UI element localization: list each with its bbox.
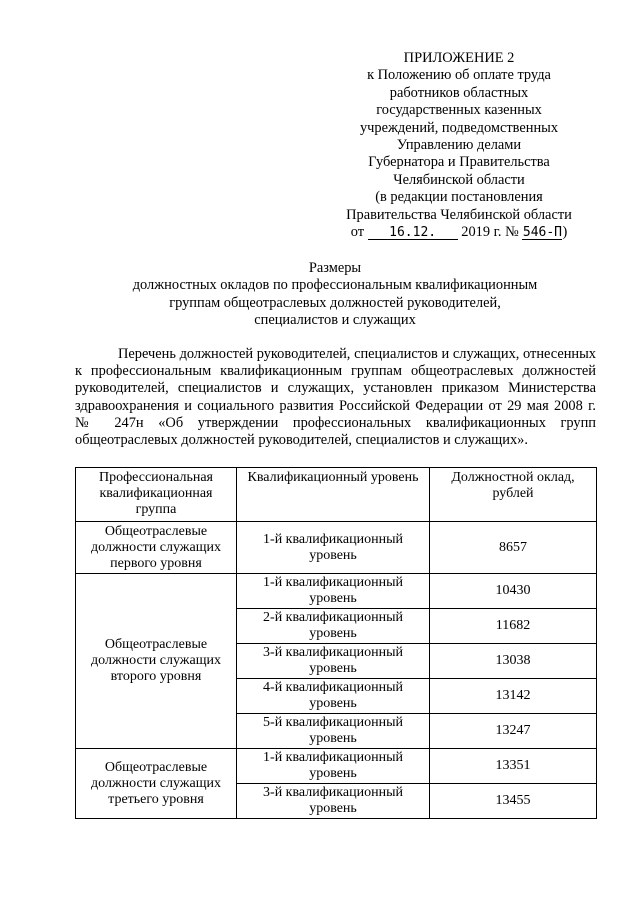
level-cell: 3-й квалификационный уровень [237, 784, 430, 819]
level-cell: 3-й квалификационный уровень [237, 644, 430, 679]
salary-cell: 13142 [430, 679, 597, 714]
title-line: должностных окладов по профессиональным квалификационным [132, 277, 538, 294]
table-row [76, 522, 597, 574]
level-cell: 1-й квалификационный уровень [237, 522, 430, 574]
appendix-line: учреждений, подведомственных [359, 119, 559, 136]
salary-cell: 11682 [430, 609, 597, 644]
intro-paragraph: Перечень должностей руководителей, специалистов и служащих, отнесенных к профессиональным квалификационным группам общеотраслевых должностей руководителей, специалистов и служащих, установлен приказом Министерства здравоохранения и социального развития Российской Федерации от 29 мая 2008 г. № 247н «Об утверждении профессиональных квалификационных групп общеотраслевых должностей руководителей, специалистов и служащих». [75, 346, 596, 449]
appendix-line: Губернатора и Правительства [368, 154, 550, 171]
appendix-heading: ПРИЛОЖЕНИЕ 2 [403, 50, 515, 66]
table-row [76, 749, 597, 784]
salary-cell: 13351 [430, 749, 597, 784]
appendix-line: Правительства Челябинской области [346, 206, 572, 223]
appendix-line: работников областных [389, 84, 529, 101]
header-salary: Должностной оклад, рублей [430, 468, 597, 522]
group-name-cell: Общеотраслевые должности служащих третьего уровня [76, 749, 237, 819]
header-level: Квалификационный уровень [237, 468, 430, 522]
level-cell: 4-й квалификационный уровень [237, 679, 430, 714]
level-cell: 5-й квалификационный уровень [237, 714, 430, 749]
salary-cell: 13247 [430, 714, 597, 749]
appendix-line: (в редакции постановления [375, 189, 543, 206]
table-header-row [76, 468, 597, 522]
group-name-cell: Общеотраслевые должности служащих второго уровня [76, 574, 237, 749]
salary-table [75, 467, 597, 819]
appendix-line: государственных казенных [376, 102, 542, 119]
level-cell: 1-й квалификационный уровень [237, 574, 430, 609]
salary-cell: 10430 [430, 574, 597, 609]
resolution-date: 16.12. [368, 226, 458, 240]
appendix-line: Челябинской области [393, 171, 525, 188]
salary-cell: 13038 [430, 644, 597, 679]
appendix-line: к Положению об оплате труда [367, 67, 551, 84]
resolution-number: 546-П [522, 225, 563, 241]
level-cell: 2-й квалификационный уровень [237, 609, 430, 644]
resolution-suffix: ) [562, 224, 568, 241]
title-line: Размеры [308, 260, 362, 276]
resolution-prefix: от [350, 224, 365, 241]
salary-cell: 8657 [430, 522, 597, 574]
document-title [75, 260, 595, 330]
appendix-block [338, 50, 580, 241]
title-line: специалистов и служащих [254, 312, 416, 329]
header-group: Профессиональная квалификационная группа [76, 468, 237, 522]
salary-cell: 13455 [430, 784, 597, 819]
appendix-line: Управлению делами [396, 137, 522, 154]
resolution-line [338, 224, 580, 241]
group-name-cell: Общеотраслевые должности служащих первого уровня [76, 522, 237, 574]
title-line: группам общеотраслевых должностей руководителей, [169, 294, 501, 311]
level-cell: 1-й квалификационный уровень [237, 749, 430, 784]
resolution-year: 2019 г. № [461, 224, 519, 241]
table-row [76, 574, 597, 609]
